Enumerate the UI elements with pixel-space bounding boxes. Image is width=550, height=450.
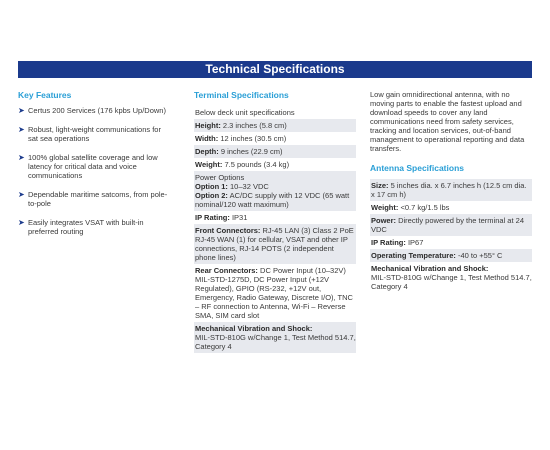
antenna-operating-temp: Operating Temperature: -40 to +55° C <box>370 249 532 262</box>
antenna-mechanical: Mechanical Vibration and Shock: MIL-STD-810G w/Change 1, Test Method 514.7, Category 4 <box>371 264 532 291</box>
antenna-ip-rating: IP Rating: IP67 <box>371 238 424 247</box>
list-item: ➤ Robust, light-weight communications for sat sea operations <box>18 125 161 143</box>
chevron-right-icon: ➤ <box>18 190 25 199</box>
spec-ip-rating: IP Rating: IP31 <box>195 213 248 222</box>
antenna-weight: Weight: <0.7 kg/1.5 lbs <box>371 203 450 212</box>
terminal-specs-heading: Terminal Specifications <box>194 90 289 100</box>
antenna-intro: Low gain omnidirectional antenna, with no moving parts to enable the fastest upload and download speeds to cover any land communications need from safety services, tracking and location services, out-of-band management to operational reporting and data transfers. <box>370 90 525 153</box>
spec-rear-connectors: Rear Connectors: DC Power Input (10–32V) MIL-STD-1275D, DC Power Input (+12V Regulated), GPIO (RS-232, +12V out, Emergency, Radio Gateway, Discrete I/O), TNC – RF connection to Antenna, Wi-Fi – Reverse SMA, SIM card slot <box>195 266 353 320</box>
key-features-heading: Key Features <box>18 90 72 100</box>
spec-depth: Depth: 9 inches (22.9 cm) <box>194 145 356 158</box>
key-features-list <box>18 106 168 236</box>
spec-height: Height: 2.3 inches (5.8 cm) <box>194 119 356 132</box>
list-item: ➤ Dependable maritime satcoms, from pole-to-pole <box>18 190 168 208</box>
section-banner: Technical Specifications <box>18 61 532 78</box>
chevron-right-icon: ➤ <box>18 106 25 115</box>
terminal-specs-column <box>194 90 356 353</box>
list-item: ➤ Easily integrates VSAT with built-in preferred routing <box>18 218 144 236</box>
list-item: ➤ Certus 200 Services (176 kpbs Up/Down) <box>18 106 166 115</box>
chevron-right-icon: ➤ <box>18 125 25 134</box>
antenna-power: Power: Directly powered by the terminal at 24 VDC <box>370 214 532 236</box>
spec-weight: Weight: 7.5 pounds (3.4 kg) <box>195 160 290 169</box>
spec-mechanical: Mechanical Vibration and Shock: MIL-STD-810G w/Change 1, Test Method 514.7, Category 4 <box>195 324 356 351</box>
spec-front-connectors: Front Connectors: RJ-45 LAN (3) Class 2 PoE RJ-45 WAN (1) for cellular, VSAT and other IP connections, RJ-14 POTS (2 independent phone lines) <box>194 224 356 264</box>
antenna-specs-column <box>370 90 532 293</box>
list-item: ➤ 100% global satellite coverage and low latency for critical data and voice communications <box>18 153 158 180</box>
key-features-column <box>18 90 168 246</box>
spec-width: Width: 12 inches (30.5 cm) <box>195 134 287 143</box>
antenna-specs-heading: Antenna Specifications <box>370 163 464 173</box>
chevron-right-icon: ➤ <box>18 153 25 162</box>
chevron-right-icon: ➤ <box>18 218 25 227</box>
antenna-size: Size: 5 inches dia. x 6.7 inches h (12.5 cm dia. x 17 cm h) <box>370 179 532 201</box>
terminal-intro: Below deck unit specifications <box>195 108 295 117</box>
spec-power: Power Options Option 1: 10–32 VDC Option 2: AC/DC supply with 12 VDC (65 watt nominal/120 watt maximum) <box>194 171 356 211</box>
